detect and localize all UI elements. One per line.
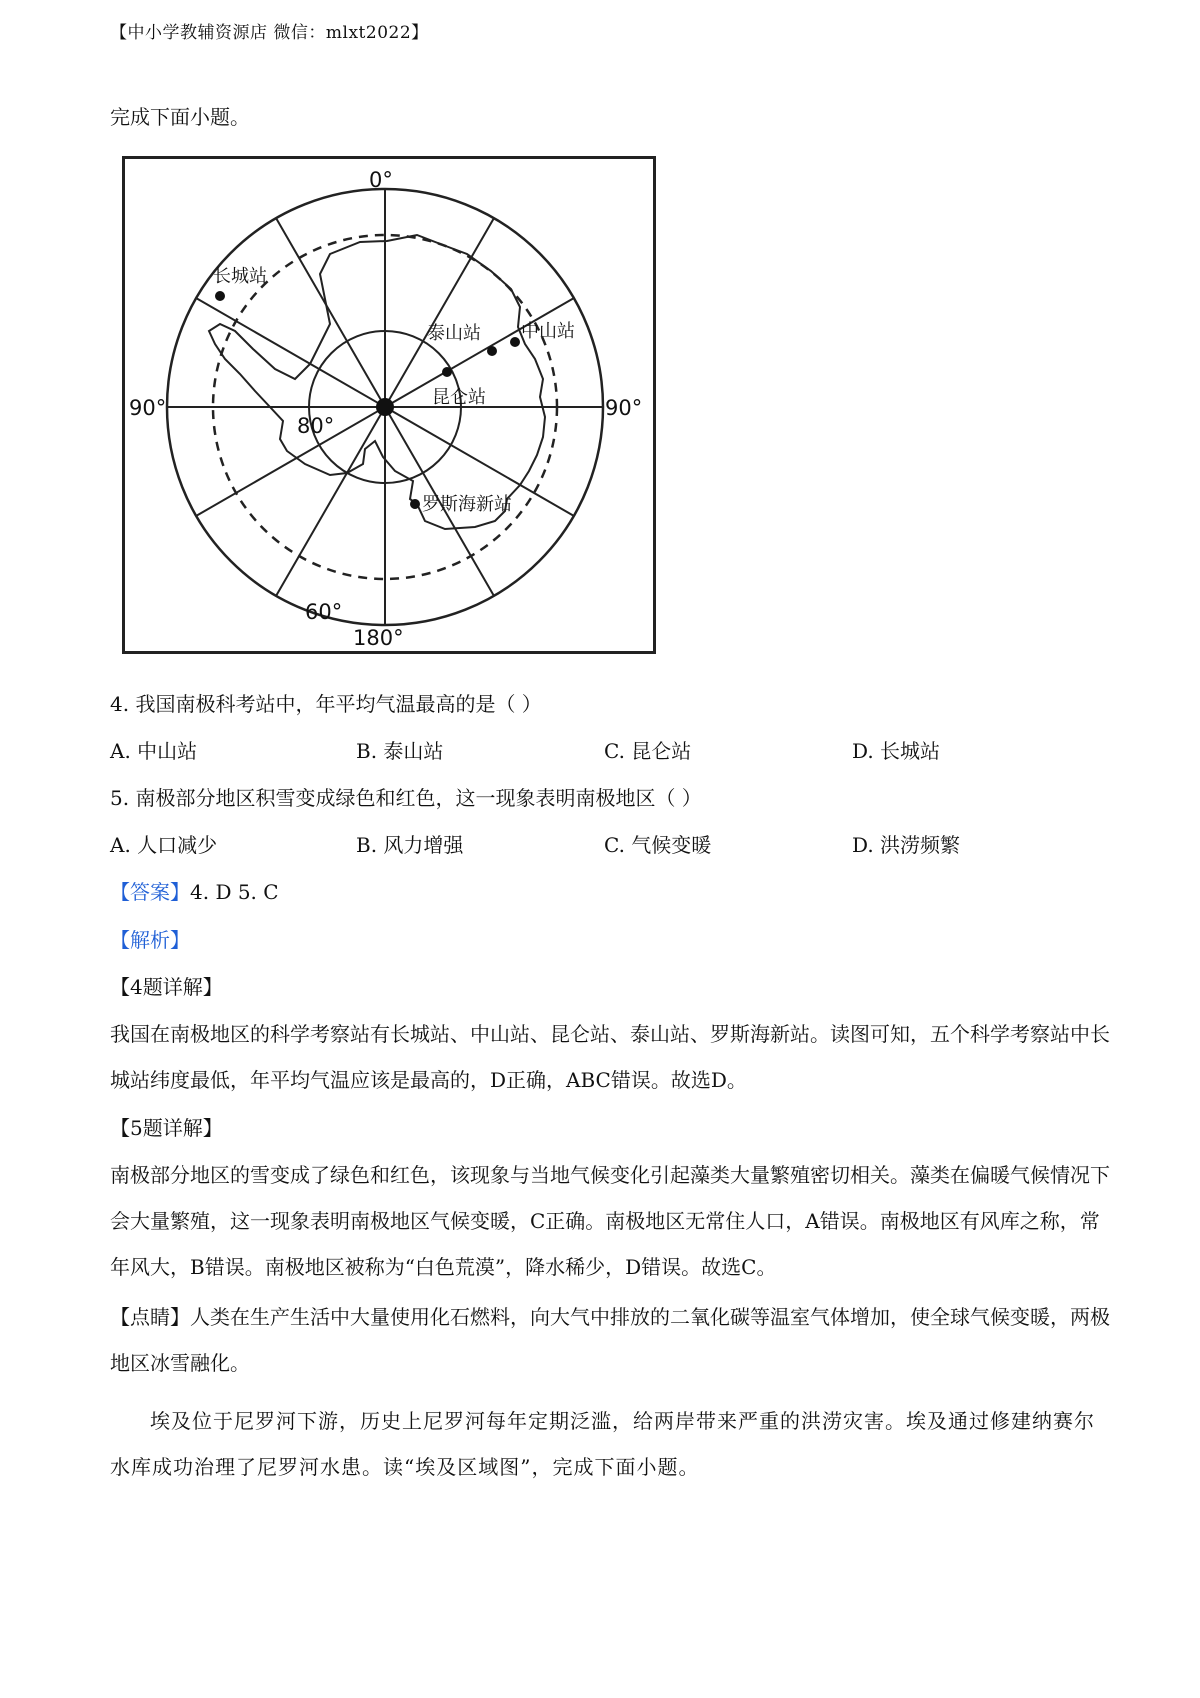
- answer-tag: 【答案】: [110, 880, 190, 904]
- question-5-detail-text: 南极部分地区的雪变成了绿色和红色，该现象与当地气候变化引起藻类大量繁殖密切相关。藻类在偏暖气候情况下会大量繁殖，这一现象表明南极地区气候变暖，C正确。南极地区无常住人口，A错误。南极地区有风库之称，常年风大，B错误。南极地区被称为“白色荒漠”，降水稀少，D错误。故选C。: [110, 1163, 1110, 1279]
- intro-text: 完成下面小题。: [110, 105, 250, 129]
- tip-paragraph: [110, 1294, 1110, 1386]
- antarctica-map-svg: [125, 159, 653, 651]
- station-marker-kunlun: [442, 367, 452, 377]
- south-pole-marker: [376, 398, 394, 416]
- question-4-detail-tag: 【4题详解】: [110, 975, 223, 999]
- source-header: 【中小学教辅资源店 微信：mlxt2022】: [110, 23, 429, 43]
- question-4-stem: 4. 我国南极科考站中，年平均气温最高的是（ ）: [110, 692, 542, 716]
- label-90-degree-right: 90°: [605, 396, 643, 420]
- station-label-taishan: 泰山站: [427, 323, 481, 344]
- station-marker-rosssea: [410, 499, 420, 509]
- label-90-degree-left: 90°: [129, 396, 167, 420]
- question-5-stem: 5. 南极部分地区积雪变成绿色和红色，这一现象表明南极地区（ ）: [110, 786, 702, 810]
- station-marker-changcheng: [215, 291, 225, 301]
- question-5-option-a: A. 人口减少: [110, 833, 218, 857]
- question-5-detail-tag: 【5题详解】: [110, 1116, 223, 1140]
- question-5-option-c: C. 气候变暖: [604, 833, 712, 857]
- label-180-degree: 180°: [353, 626, 404, 650]
- tip-text: 人类在生产生活中大量使用化石燃料，向大气中排放的二氧化碳等温室气体增加，使全球气候变暖，两极地区冰雪融化。: [110, 1305, 1110, 1375]
- question-4-options: [110, 736, 1110, 766]
- label-80-degree: 80°: [297, 414, 335, 438]
- question-4-option-d: D. 长城站: [852, 739, 941, 763]
- question-4-option-a: A. 中山站: [110, 739, 198, 763]
- station-label-rosssea: 罗斯海新站: [422, 494, 512, 515]
- question-5-option-d: D. 洪涝频繁: [852, 833, 961, 857]
- question-5-options: [110, 830, 1110, 860]
- label-0-degree: 0°: [369, 168, 393, 192]
- analysis-tag: 【解析】: [110, 928, 190, 952]
- question-4-detail-text: 我国在南极地区的科学考察站有长城站、中山站、昆仑站、泰山站、罗斯海新站。读图可知，五个科学考察站中长城站纬度最低，年平均气温应该是最高的，D正确，ABC错误。故选D。: [110, 1022, 1110, 1092]
- antarctica-map: [122, 156, 656, 654]
- tip-tag: 【点睛】: [110, 1305, 190, 1329]
- station-marker-zhongshan: [510, 337, 520, 347]
- question-4-option-b: B. 泰山站: [356, 739, 444, 763]
- egypt-intro-text: 埃及位于尼罗河下游，历史上尼罗河每年定期泛滥，给两岸带来严重的洪涝灾害。埃及通过修建纳赛尔水库成功治理了尼罗河水患。读“埃及区域图”，完成下面小题。: [110, 1409, 1095, 1479]
- question-5-option-b: B. 风力增强: [356, 833, 464, 857]
- label-60-degree: 60°: [305, 600, 343, 624]
- station-label-zhongshan: 中山站: [521, 321, 575, 342]
- station-marker-taishan: [487, 346, 497, 356]
- answer-text: 4. D 5. C: [190, 880, 279, 904]
- question-4-option-c: C. 昆仑站: [604, 739, 692, 763]
- answer-line: [110, 877, 279, 907]
- station-label-kunlun: 昆仑站: [432, 387, 486, 408]
- station-label-changcheng: 长城站: [213, 266, 267, 287]
